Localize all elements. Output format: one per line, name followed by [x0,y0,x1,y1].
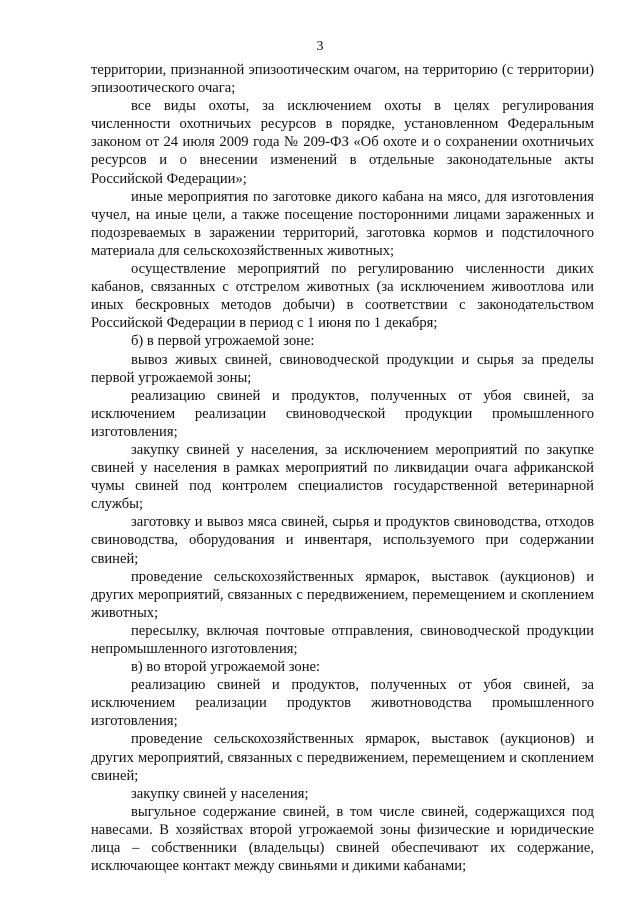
document-body [91,61,594,875]
paragraph-postal-shipments: пересылку, включая почтовые отправления, свиноводческой продукции непромышленного изготовления; [91,622,594,657]
paragraph-population-control: осуществление мероприятий по регулированию численности диких кабанов, связанных с отстрелом животных (за исключением живоотлова или иных бескровных методов добычи) в соответствии с законодательством Российской Федерации в период с 1 июня по 1 декабря; [91,261,594,332]
paragraph-free-range-keeping: выгульное содержание свиней, в том числе свиней, содержащихся под навесами. В хозяйствах второй угрожаемой зоны физические и юридические лица – собственники (владельцы) свиней обеспечивают их содержание, исключающее контакт между свиньями и дикими кабанами; [91,803,594,875]
paragraph-hunting: все виды охоты, за исключением охоты в целях регулирования численности охотничьих ресурсов в порядке, установленном Федеральным законом от 24 июля 2009 года № 209-ФЗ «Об охоте и о сохранении охотничьих ресурсов и о внесении изменений в отдельные законодательные акты Российской Федерации»; [91,98,594,187]
paragraph-fairs-exhibitions: проведение сельскохозяйственных ярмарок, выставок (аукционов) и других мероприятий, связанных с передвижением, перемещением и скоплением животных; [91,568,594,621]
paragraph-other-measures: иные мероприятия по заготовке дикого кабана на мясо, для изготовления чучел, на иные цели, а также посещение посторонними лицами зараженных и подозреваемых в заражении территорий, заготовка кормов и подстилочного материала для сельскохозяйственных животных; [91,188,594,259]
paragraph-export-live-pigs: вывоз живых свиней, свиноводческой продукции и сырья за пределы первой угрожаемой зоны; [91,351,594,386]
paragraph-sale-second-zone: реализацию свиней и продуктов, полученных от убоя свиней, за исключением реализации продуктов животноводства промышленного изготовления; [91,677,594,730]
subsection-second-zone: в) во второй угрожаемой зоне: [131,659,321,676]
paragraph-purchase-of-pigs: закупку свиней у населения, за исключением мероприятий по закупке свиней у населения в рамках мероприятий по ликвидации очага африканской чумы свиней под контролем специалистов государственной ветеринарной службы; [91,441,594,513]
page-number: 3 [316,39,324,54]
paragraph-purchase-second-zone: закупку свиней у населения; [131,785,309,802]
paragraph-fairs-second-zone: проведение сельскохозяйственных ярмарок, выставок (аукционов) и других мероприятий, связанных с передвижением, перемещением и скоплением свиней; [91,731,594,784]
paragraph-sale-of-pigs: реализацию свиней и продуктов, полученных от убоя свиней, за исключением реализации свиноводческой продукции промышленного изготовления; [91,387,594,440]
paragraph-meat-procurement: заготовку и вывоз мяса свиней, сырья и продуктов свиноводства, отходов свиноводства, оборудования и инвентаря, используемого при содержании свиней; [91,514,594,567]
paragraph-continuation: территории, признанной эпизоотическим очагом, на территорию (с территории) эпизоотического очага; [91,62,594,97]
subsection-first-zone: б) в первой угрожаемой зоне: [131,333,315,350]
